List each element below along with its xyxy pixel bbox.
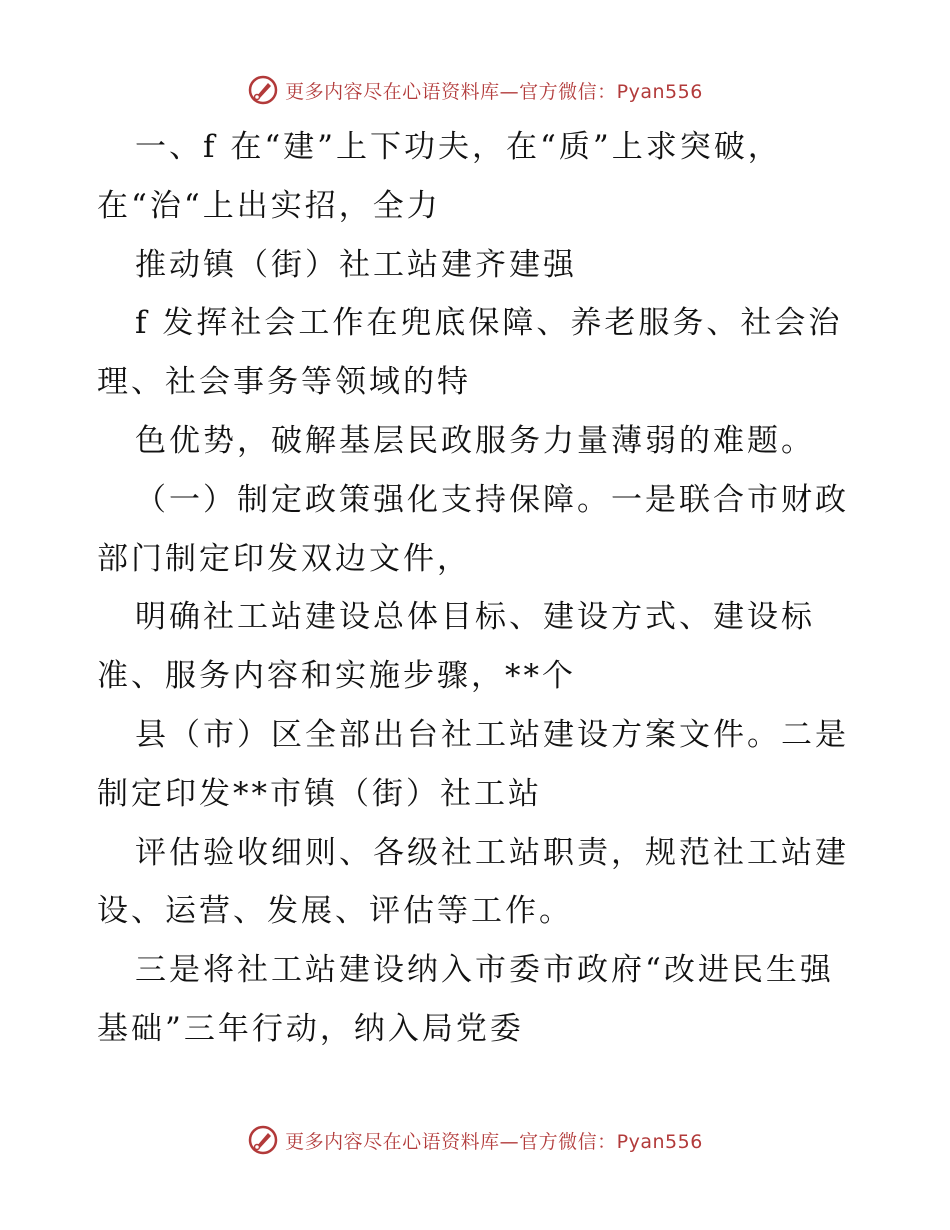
text-line: 设、运营、发展、评估等工作。 bbox=[97, 893, 573, 930]
watermark-banner-bottom bbox=[0, 1120, 950, 1160]
watermark-text: 更多内容尽在心语资料库—官方微信：Pyan556 bbox=[285, 1130, 703, 1153]
text-line: f 发挥社会工作在兜底保障、养老服务、社会治 bbox=[135, 305, 843, 342]
pen-logo-icon bbox=[247, 1124, 279, 1156]
watermark-text: 更多内容尽在心语资料库—官方微信：Pyan556 bbox=[285, 80, 703, 103]
text-line: 三是将社工站建设纳入市委市政府“改进民生强 bbox=[135, 952, 834, 989]
text-line: 理、社会事务等领域的特 bbox=[97, 364, 471, 401]
text-line: 一、f 在“建”上下功夫，在“质”上求突破， bbox=[135, 129, 782, 165]
text-line: 在“治“上出实招，全力 bbox=[97, 187, 441, 224]
text-line: （一）制定政策强化支持保障。一是联合市财政 bbox=[135, 481, 849, 518]
watermark-banner-top bbox=[0, 70, 950, 110]
document-body bbox=[97, 118, 877, 1059]
text-line: 县（市）区全部出台社工站建设方案文件。二是 bbox=[135, 716, 849, 753]
text-line: 部门制定印发双边文件， bbox=[97, 540, 471, 577]
pen-logo-icon bbox=[247, 74, 279, 106]
text-line: 准、服务内容和实施步骤，**个 bbox=[97, 658, 576, 695]
text-line: 明确社工站建设总体目标、建设方式、建设标 bbox=[135, 599, 815, 636]
text-line: 推动镇（街）社工站建齐建强 bbox=[135, 246, 577, 283]
text-line: 制定印发**市镇（街）社工站 bbox=[97, 775, 542, 812]
text-line: 评估验收细则、各级社工站职责，规范社工站建 bbox=[135, 834, 849, 871]
text-line: 基础”三年行动，纳入局党委 bbox=[97, 1010, 524, 1047]
text-line: 色优势，破解基层民政服务力量薄弱的难题。 bbox=[135, 422, 815, 459]
